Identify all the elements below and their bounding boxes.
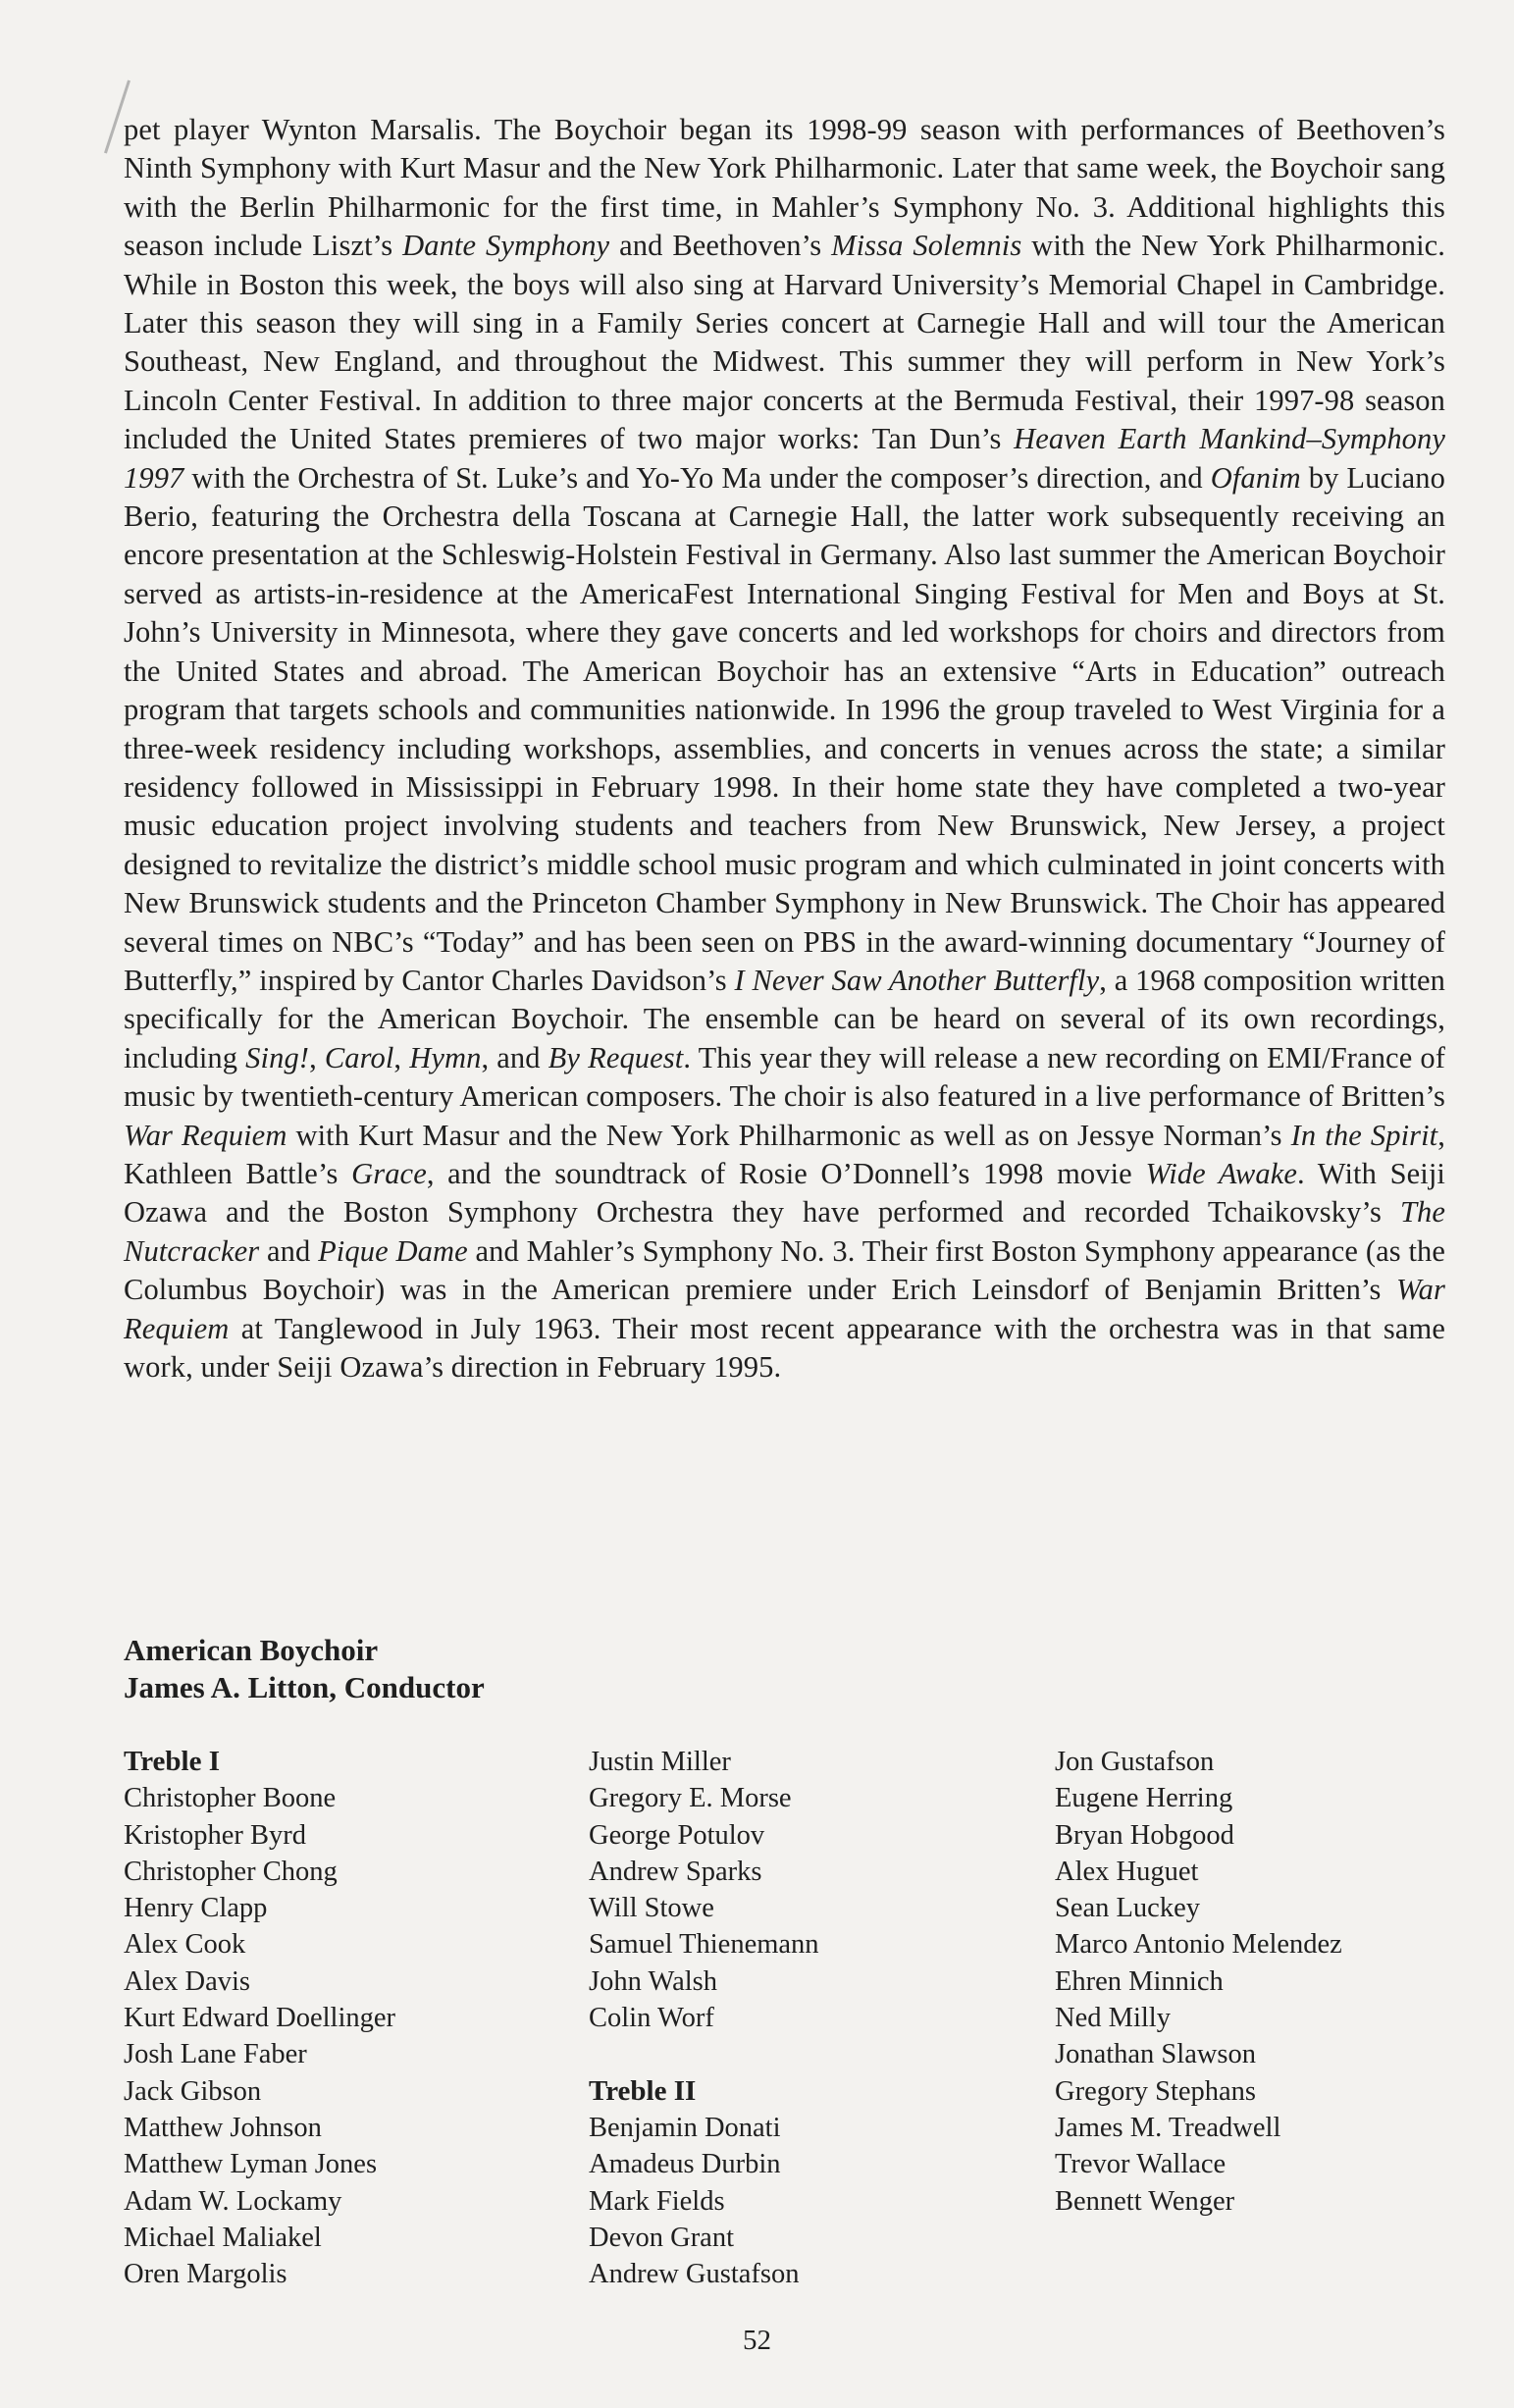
singer-name: Benjamin Donati: [589, 2112, 781, 2143]
singer-name: Christopher Chong: [124, 1856, 338, 1887]
singer-name: George Potulov: [589, 1819, 765, 1851]
conductor-name: James A. Litton, Conductor: [124, 1670, 485, 1704]
roster-column-1: [124, 1744, 395, 2292]
text-run: , Kathleen Battle’s: [124, 1118, 1445, 1190]
singer-name: Kristopher Byrd: [124, 1819, 307, 1851]
singer-name: Oren Margolis: [124, 2259, 287, 2290]
text-run: . This year they will release a new recording on EMI/France of music by twentieth-century American composers. The choir is also featured in a live performance of Britten’s: [124, 1040, 1445, 1114]
text-run: , and the soundtrack of Rosie O’Donnell’s 1998 movie: [426, 1156, 1146, 1190]
treble-2-list-continued: [1055, 1744, 1342, 2220]
singer-name: Colin Worf: [589, 2003, 714, 2034]
text-run: ,: [309, 1040, 325, 1074]
singer-name: Christopher Boone: [124, 1783, 337, 1814]
biography-paragraph: [124, 111, 1445, 1387]
singer-name: Bryan Hobgood: [1055, 1819, 1234, 1851]
singer-name: Michael Maliakel: [124, 2222, 322, 2253]
singer-name: Gregory E. Morse: [589, 1783, 792, 1814]
work-title: I Never Saw Another Butterfly: [734, 963, 1100, 997]
singer-name: Kurt Edward Doellinger: [124, 2003, 395, 2034]
singer-name: Ehren Minnich: [1055, 1965, 1224, 1997]
singer-name: Sean Luckey: [1055, 1893, 1200, 1924]
section-spacer: [589, 2036, 819, 2072]
singer-name: Jonathan Slawson: [1055, 2039, 1257, 2070]
work-title: In the Spirit: [1290, 1118, 1438, 1152]
work-title: Missa Solemnis: [831, 229, 1022, 263]
singer-name: Samuel Thienemann: [589, 1929, 819, 1961]
boychoir-biography: [124, 111, 1445, 1387]
singer-name: Marco Antonio Melendez: [1055, 1929, 1342, 1961]
text-run: , a 1968 composition written specifically for the American Boychoir. The ensemble can be heard on several of its own recordings, including: [124, 963, 1445, 1074]
text-run: ,: [393, 1040, 410, 1074]
text-run: and Beethoven’s: [609, 229, 832, 263]
singer-name: Andrew Sparks: [589, 1856, 762, 1887]
singer-name: Josh Lane Faber: [124, 2039, 307, 2070]
roster-column-3: [1055, 1744, 1342, 2220]
treble-1-heading: Treble I: [124, 1746, 221, 1777]
work-title: By Request: [548, 1040, 684, 1074]
treble-2-list: [589, 2110, 819, 2292]
work-title: War Requiem: [124, 1273, 1445, 1345]
ensemble-name: American Boychoir: [124, 1633, 379, 1667]
treble-2-heading: Treble II: [589, 2074, 697, 2107]
work-title: Pique Dame: [318, 1233, 468, 1268]
singer-name: Devon Grant: [589, 2222, 734, 2253]
work-title: Ofanim: [1210, 460, 1301, 495]
text-run: with Kurt Masur and the New York Philharmonic as well as on Jessye Norman’s: [287, 1118, 1291, 1152]
singer-name: John Walsh: [589, 1965, 717, 1997]
singer-name: Mark Fields: [589, 2185, 725, 2217]
singer-name: Eugene Herring: [1055, 1783, 1233, 1814]
singer-name: Alex Cook: [124, 1929, 246, 1961]
work-title: Carol: [324, 1040, 394, 1074]
page-number: 52: [743, 2325, 771, 2356]
singer-name: Gregory Stephans: [1055, 2075, 1256, 2107]
singer-name: Henry Clapp: [124, 1893, 268, 1924]
work-title: Dante Symphony: [402, 229, 610, 263]
text-run: and Mahler’s Symphony No. 3. Their first Boston Symphony appearance (as the Columbus Boychoir) was in the American premiere under Erich Leinsdorf of Benjamin Britten’s: [124, 1233, 1446, 1307]
singer-name: Trevor Wallace: [1055, 2149, 1227, 2180]
text-run: with the Orchestra of St. Luke’s and Yo-Yo Ma under the composer’s direction, and: [183, 460, 1211, 495]
text-run: with the New York Philharmonic. While in Boston this week, the boys will also sing at Harvard University’s Memorial Chapel in Cambridge. Later this season they will sing in a Family Series concert at Carnegie Hall and will tour the American Southeast, New England, and throughout the Midwest. This summer they will perform in New York’s Lincoln Center Festival. In addition to three major concerts at the Bermuda Festival, their 1997-98 season included the United States premieres of two major works: Tan Dun’s: [124, 229, 1446, 456]
text-run: pet player Wynton Marsalis. The Boychoir began its 1998-99 season with performances of Beethoven’s Ninth Symphony with Kurt Masur and the New York Philharmonic. Later that same week, the Boychoir sang with the Berlin Philharmonic for the first time, in Mahler’s Symphony No. 3. Additional highlights this season include Liszt’s: [124, 113, 1445, 263]
singer-name: Amadeus Durbin: [589, 2149, 781, 2180]
treble-1-list: [124, 1780, 395, 2292]
work-title: Grace: [351, 1156, 427, 1190]
singer-name: Bennett Wenger: [1055, 2185, 1235, 2217]
roster-column-2: [589, 1744, 819, 2292]
work-title: Wide Awake: [1145, 1156, 1298, 1190]
work-title: Hymn: [409, 1040, 482, 1074]
text-run: . With Seiji Ozawa and the Boston Symphony Orchestra they have performed and recorded Tchaikovsky’s: [124, 1156, 1446, 1230]
work-title: War Requiem: [124, 1118, 287, 1152]
singer-name: Ned Milly: [1055, 2003, 1171, 2034]
treble-1-list-continued: [589, 1744, 819, 2036]
singer-name: Andrew Gustafson: [589, 2259, 800, 2290]
singer-name: James M. Treadwell: [1055, 2112, 1281, 2143]
singer-name: Matthew Johnson: [124, 2112, 322, 2143]
singer-name: Adam W. Lockamy: [124, 2185, 342, 2217]
text-run: and: [259, 1233, 319, 1268]
singer-name: Matthew Lyman Jones: [124, 2149, 378, 2180]
singer-name: Jack Gibson: [124, 2075, 262, 2107]
singer-name: Alex Davis: [124, 1965, 251, 1997]
singer-name: Justin Miller: [589, 1747, 731, 1777]
work-title: Heaven Earth Mankind–Symphony 1997: [124, 422, 1446, 495]
text-run: at Tanglewood in July 1963. Their most recent appearance with the orchestra was in that same work, under Seiji Ozawa’s direction in February 1995.: [124, 1311, 1445, 1384]
text-run: by Luciano Berio, featuring the Orchestra della Toscana at Carnegie Hall, the latter work subsequently receiving an encore presentation at the Schleswig-Holstein Festival in Germany. Also last summer the American Boychoir served as artists-in-residence at the AmericaFest International Singing Festival for Men and Boys at St. John’s University in Minnesota, where they gave concerts and led workshops for choirs and directors from the United States and abroad. The American Boychoir has an extensive “Arts in Education” outreach program that targets schools and communities nationwide. In 1996 the group traveled to West Virginia for a three-week residency including workshops, assemblies, and concerts in venues across the state; a similar residency followed in Mississippi in February 1998. In their home state they have completed a two-year music education project involving students and teachers from New Brunswick, New Jersey, a project designed to revitalize the district’s middle school music program and which culminated in joint concerts with New Brunswick students and the Princeton Chamber Symphony in New Brunswick. The Choir has appeared several times on NBC’s “Today” and has been seen on PBS in the award-winning documentary “Journey of Butterfly,” inspired by Cantor Charles Davidson’s: [124, 460, 1446, 997]
text-run: , and: [481, 1040, 548, 1074]
work-title: The Nutcracker: [124, 1195, 1445, 1268]
singer-name: Jon Gustafson: [1055, 1747, 1215, 1777]
roster-heading: [124, 1632, 485, 1706]
singer-name: Alex Huguet: [1055, 1856, 1199, 1887]
singer-name: Will Stowe: [589, 1893, 714, 1924]
work-title: Sing!: [245, 1040, 310, 1074]
